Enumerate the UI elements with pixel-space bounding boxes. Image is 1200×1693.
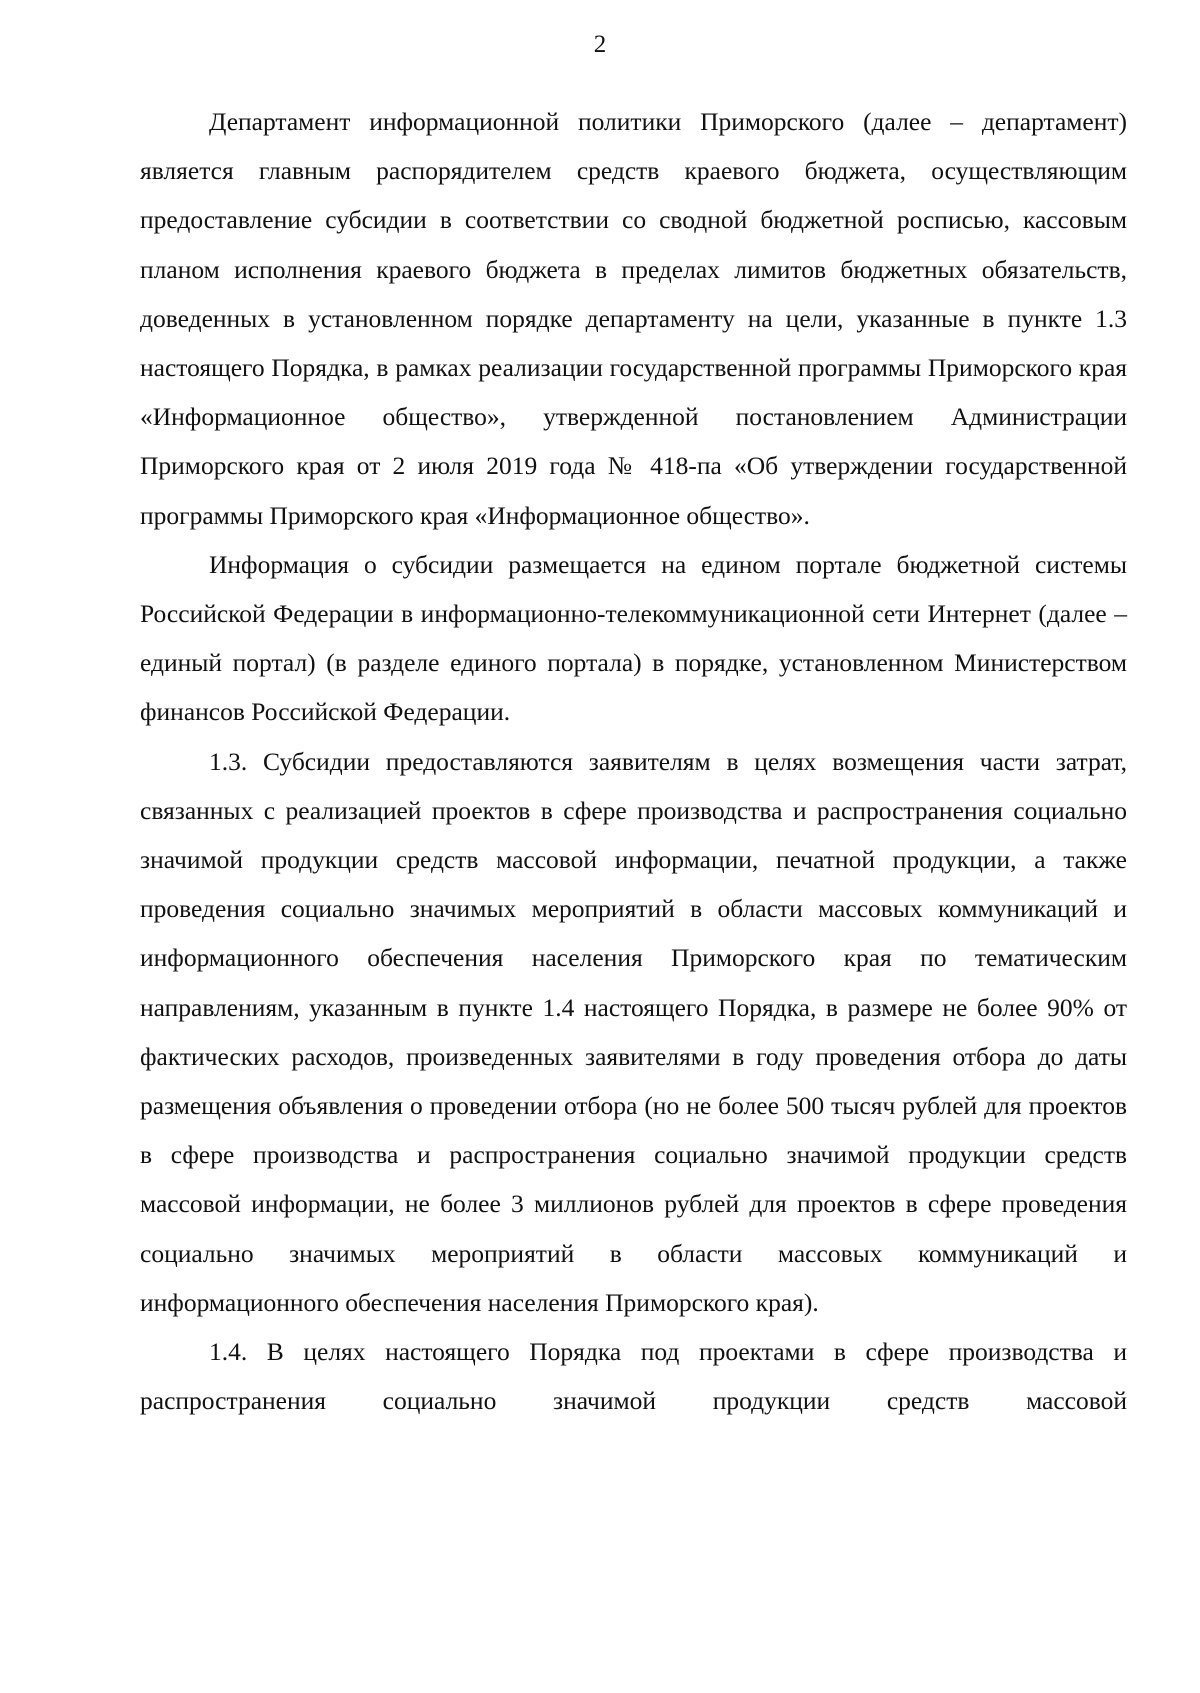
page-number: 2 bbox=[593, 31, 607, 58]
paragraph-department: Департамент информационной политики Приморского (далее – департамент) является главным распорядителем средств краевого бюджета, осуществляющим предоставление субсидии в соответствии со сводной бюджетной росписью, кассовым планом исполнения краевого бюджета в пределах лимитов бюджетных обязательств, доведенных в установленном порядке департаменту на цели, указанные в пункте 1.3 настоящего Порядка, в рамках реализации государственной программы Приморского края «Информационное общество», утвержденной постановлением Администрации Приморского края от 2 июля 2019 года № 418-па «Об утверждении государственной программы Приморского края «Информационное общество». bbox=[140, 107, 1127, 530]
paragraph-clause-1-3: 1.3. Субсидии предоставляются заявителям в целях возмещения части затрат, связанных с реализацией проектов в сфере производства и распространения социально значимой продукции средств массовой информации, печатной продукции, а также проведения социально значимых мероприятий в области массовых коммуникаций и информационного обеспечения населения Приморского края по тематическим направлениям, указанным в пункте 1.4 настоящего Порядка, в размере не более 90% от фактических расходов, произведенных заявителями в году проведения отбора до даты размещения объявления о проведении отбора (но не более 500 тысяч рублей для проектов в сфере производства и распространения социально значимой продукции средств массовой информации, не более 3 миллионов рублей для проектов в сфере проведения социально значимых мероприятий в области массовых коммуникаций и информационного обеспечения населения Приморского края). bbox=[140, 746, 1127, 1317]
paragraph-clause-1-4: 1.4. В целях настоящего Порядка под проектами в сфере производства и распространения социально значимой продукции средств массовой bbox=[140, 1337, 1127, 1416]
document-body bbox=[140, 97, 1127, 1425]
paragraph-info-portal: Информация о субсидии размещается на едином портале бюджетной системы Российской Федерации в информационно-телекоммуникационной сети Интернет (далее – единый портал) (в разделе единого портала) в порядке, установленном Министерством финансов Российской Федерации. bbox=[140, 549, 1127, 727]
